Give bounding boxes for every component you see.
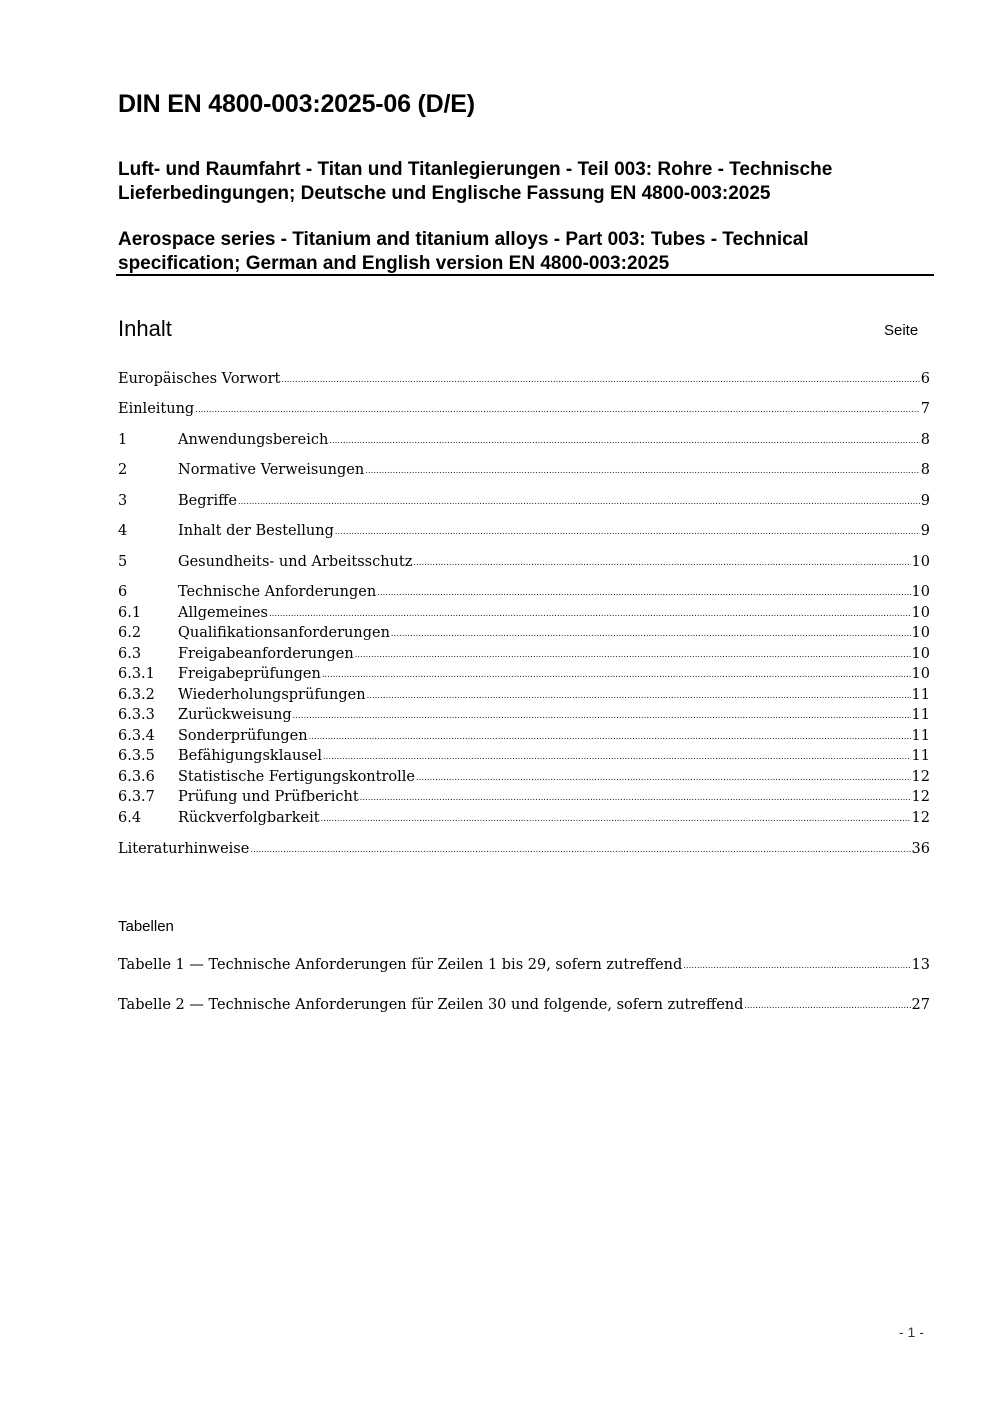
toc-entry-number: 6.3.2	[118, 687, 155, 703]
toc-entry-einleitung[interactable]	[118, 401, 930, 421]
toc-entry-6-3-2[interactable]	[118, 687, 930, 707]
toc-entry-6-3-1[interactable]	[118, 666, 930, 686]
toc-entry-page: 36	[911, 841, 930, 857]
toc-leader-dots	[281, 375, 919, 384]
toc-entry-number: 6.3	[118, 646, 142, 662]
toc-leader-dots	[335, 527, 920, 536]
toc-leader-dots	[391, 629, 911, 638]
toc-leader-dots	[322, 670, 911, 679]
toc-entry-label: Sonderprüfungen	[178, 728, 308, 744]
toc-entry-number: 6.3.7	[118, 789, 155, 805]
toc-leader-dots	[309, 732, 911, 741]
toc-entry-label: Gesundheits- und Arbeitsschutz	[178, 554, 413, 570]
page-number: - 1 -	[899, 1324, 924, 1340]
toc-entry-page: 10	[911, 605, 930, 621]
toc-leader-dots	[413, 558, 910, 567]
toc-entry-1[interactable]	[118, 432, 930, 452]
title-divider	[116, 274, 934, 276]
toc-entry-label: Statistische Fertigungskontrolle	[178, 769, 415, 785]
toc-entry-4[interactable]	[118, 523, 930, 543]
toc-entry-6-3-5[interactable]	[118, 748, 930, 768]
toc-entry-number: 1	[118, 432, 128, 448]
toc-entry-label: Normative Verweisungen	[178, 462, 365, 478]
table-entry-page: 27	[911, 997, 930, 1013]
toc-entry-label: Freigabeanforderungen	[178, 646, 354, 662]
toc-entry-2[interactable]	[118, 462, 930, 482]
toc-leader-dots	[269, 609, 911, 618]
toc-entry-label: Befähigungsklausel	[178, 748, 322, 764]
toc-entry-page: 11	[911, 748, 930, 764]
toc-entry-literaturhinweise[interactable]	[118, 841, 930, 861]
toc-entry-6[interactable]	[118, 584, 930, 604]
toc-entry-5[interactable]	[118, 554, 930, 574]
toc-entry-number: 3	[118, 493, 128, 509]
subtitle-german	[118, 158, 832, 206]
toc-entry-3[interactable]	[118, 493, 930, 513]
table-entry-label: Tabelle 2 — Technische Anforderungen für Zeilen 30 und folgende, sofern zutreffend	[118, 997, 744, 1013]
subtitle-german-line-1: Luft- und Raumfahrt - Titan und Titanlegierungen - Teil 003: Rohre - Technische	[118, 159, 833, 180]
toc-entry-number: 6.3.3	[118, 707, 155, 723]
tables-heading: Tabellen	[118, 918, 174, 935]
toc-entry-label: Zurückweisung	[178, 707, 292, 723]
toc-entry-6-4[interactable]	[118, 810, 930, 830]
toc-entry-label: Prüfung und Prüfbericht	[178, 789, 359, 805]
toc-entry-6-3[interactable]	[118, 646, 930, 666]
toc-entry-label: Allgemeines	[178, 605, 268, 621]
toc-entry-label: Freigabeprüfungen	[178, 666, 321, 682]
toc-entry-page: 10	[911, 584, 930, 600]
toc-entry-label: Inhalt der Bestellung	[178, 523, 334, 539]
toc-entry-label: Anwendungsbereich	[178, 432, 329, 448]
toc-entry-number: 6.3.1	[118, 666, 155, 682]
toc-leader-dots	[238, 497, 920, 506]
toc-entry-europaeisches-vorwort[interactable]	[118, 371, 930, 391]
toc-leader-dots	[293, 711, 911, 720]
toc-entry-number: 2	[118, 462, 128, 478]
toc-entry-6-3-6[interactable]	[118, 769, 930, 789]
subtitle-english-line-2: specification; German and English version EN 4800-003:2025	[118, 253, 670, 274]
toc-leader-dots	[683, 961, 910, 970]
toc-entry-number: 4	[118, 523, 128, 539]
toc-leader-dots	[360, 793, 911, 802]
toc-leader-dots	[323, 752, 911, 761]
toc-entry-label: Europäisches Vorwort	[118, 371, 281, 387]
toc-entry-page: 10	[911, 646, 930, 662]
toc-entry-page: 12	[911, 789, 930, 805]
toc-entry-number: 6.1	[118, 605, 142, 621]
toc-entry-label: Literaturhinweise	[118, 841, 250, 857]
table-entry-2[interactable]	[118, 997, 930, 1017]
document-title: DIN EN 4800-003:2025-06 (D/E)	[118, 90, 475, 118]
toc-entry-page: 12	[911, 769, 930, 785]
toc-entry-page: 10	[911, 666, 930, 682]
toc-entry-page: 9	[920, 493, 930, 509]
toc-leader-dots	[250, 845, 910, 854]
toc-leader-dots	[365, 466, 920, 475]
toc-entry-page: 11	[911, 687, 930, 703]
toc-entry-number: 6.2	[118, 625, 142, 641]
subtitle-english-line-1: Aerospace series - Titanium and titanium alloys - Part 003: Tubes - Technical	[118, 229, 809, 250]
toc-entry-label: Qualifikationsanforderungen	[178, 625, 390, 641]
toc-entry-page: 6	[920, 371, 930, 387]
toc-leader-dots	[329, 436, 919, 445]
toc-entry-6-3-3[interactable]	[118, 707, 930, 727]
toc-entry-page: 10	[911, 625, 930, 641]
toc-leader-dots	[367, 691, 911, 700]
toc-entry-page: 8	[920, 462, 930, 478]
toc-entry-page: 9	[920, 523, 930, 539]
toc-entry-page: 7	[920, 401, 930, 417]
toc-entry-label: Begriffe	[178, 493, 237, 509]
toc-entry-page: 8	[920, 432, 930, 448]
toc-entry-page: 11	[911, 728, 930, 744]
toc-entry-6-3-7[interactable]	[118, 789, 930, 809]
toc-entry-page: 10	[911, 554, 930, 570]
toc-entry-6-2[interactable]	[118, 625, 930, 645]
toc-entry-number: 6.3.5	[118, 748, 155, 764]
toc-entry-number: 5	[118, 554, 128, 570]
table-entry-label: Tabelle 1 — Technische Anforderungen für Zeilen 1 bis 29, sofern zutreffend	[118, 957, 683, 973]
table-entry-page: 13	[911, 957, 930, 973]
toc-leader-dots	[416, 773, 911, 782]
table-entry-1[interactable]	[118, 957, 930, 977]
toc-leader-dots	[377, 588, 910, 597]
toc-leader-dots	[321, 814, 911, 823]
toc-entry-6-1[interactable]	[118, 605, 930, 625]
toc-entry-page: 12	[911, 810, 930, 826]
toc-entry-label: Technische Anforderungen	[178, 584, 377, 600]
subtitle-german-line-2: Lieferbedingungen; Deutsche und Englische Fassung EN 4800-003:2025	[118, 183, 771, 204]
toc-entry-label: Einleitung	[118, 401, 195, 417]
toc-entry-number: 6.3.4	[118, 728, 155, 744]
toc-heading: Inhalt	[118, 316, 172, 341]
toc-entry-number: 6.3.6	[118, 769, 155, 785]
toc-page-column-label: Seite	[884, 322, 919, 339]
toc-entry-number: 6	[118, 584, 128, 600]
toc-entry-6-3-4[interactable]	[118, 728, 930, 748]
toc-entry-label: Rückverfolgbarkeit	[178, 810, 320, 826]
toc-leader-dots	[355, 650, 911, 659]
toc-entry-label: Wiederholungsprüfungen	[178, 687, 366, 703]
subtitle-english	[118, 228, 809, 276]
toc-leader-dots	[195, 405, 920, 414]
toc-entry-page: 11	[911, 707, 930, 723]
toc-entry-number: 6.4	[118, 810, 142, 826]
toc-leader-dots	[744, 1001, 910, 1010]
